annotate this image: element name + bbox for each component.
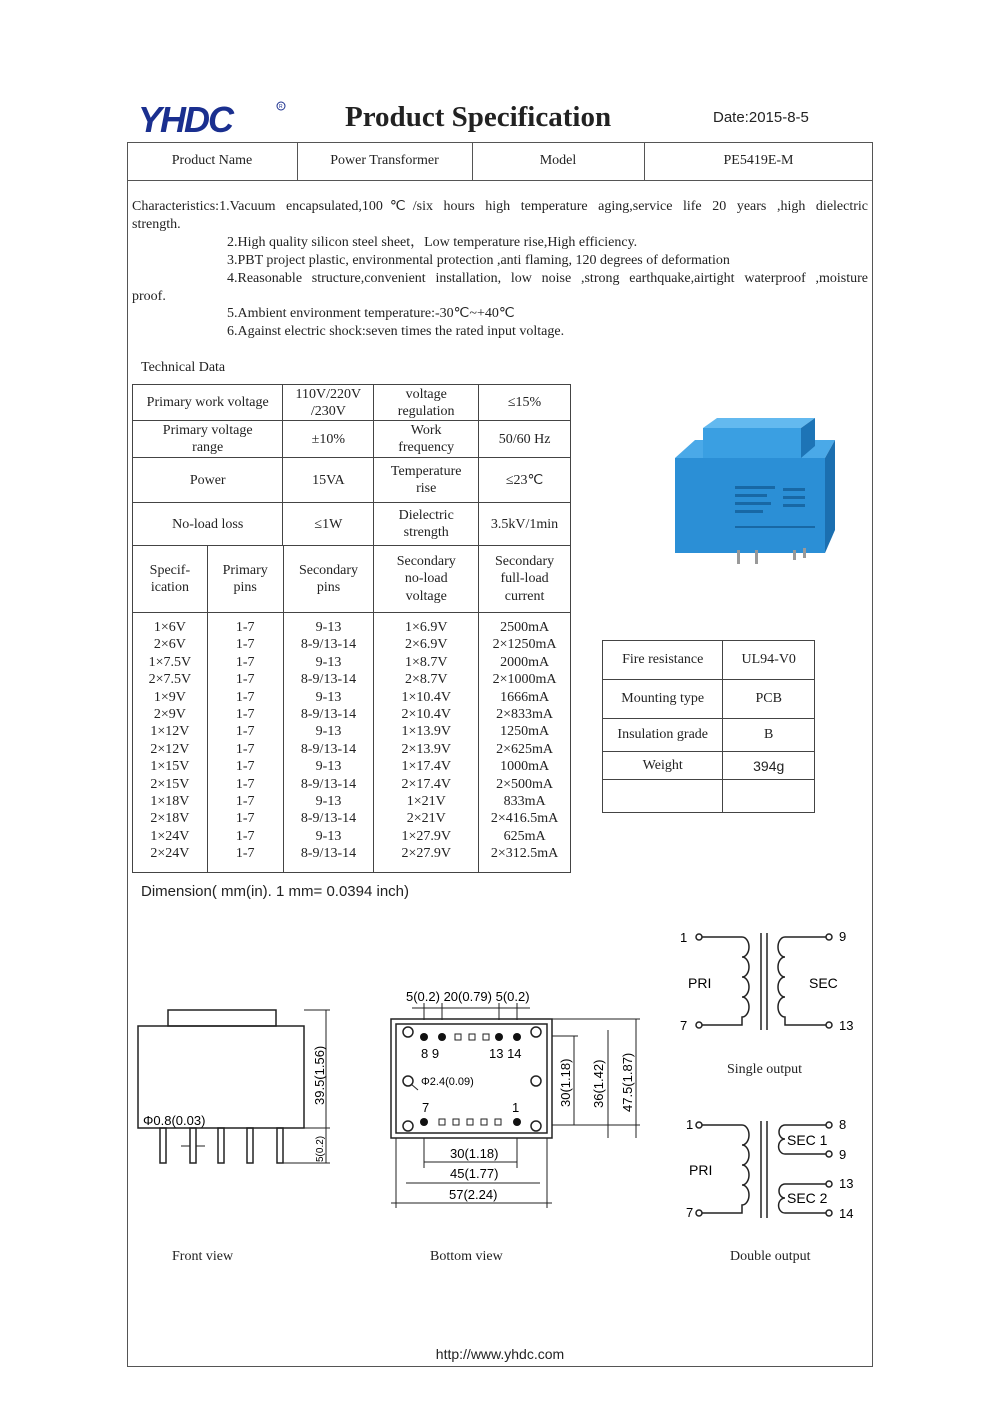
spec-header-cell: Specif- ication	[133, 546, 208, 613]
document-date: Date:2015-8-5	[713, 109, 809, 126]
spec-value: 2×10.4V	[401, 707, 452, 723]
double-sec1: SEC 1	[787, 1132, 828, 1148]
spec-value: 1×7.5V	[148, 654, 192, 670]
spec-value: 1-7	[235, 689, 255, 705]
property-name: Insulation grade	[603, 719, 723, 752]
front-height-label: 39.5(1.56)	[312, 1045, 327, 1105]
spec-value: 2×625mA	[496, 741, 554, 757]
spec-value: 1-7	[235, 724, 255, 740]
spec-header-cell: Secondary pins	[283, 546, 374, 613]
double-pin13: 13	[839, 1176, 854, 1191]
spec-header-cell: Secondary no-load voltage	[374, 546, 479, 613]
spec-value: 2×312.5mA	[490, 846, 559, 862]
spec-value: 2500mA	[500, 620, 550, 635]
spec-value: 1-7	[235, 759, 255, 775]
spec-value: 2000mA	[500, 654, 550, 670]
spec-value: 1-7	[235, 741, 255, 757]
page-title: Product Specification	[345, 101, 612, 133]
spec-value: 1-7	[235, 776, 255, 792]
spec-value: 8-9/13-14	[300, 637, 357, 653]
spec-value: 1-7	[235, 620, 255, 635]
spec-value: 1250mA	[500, 724, 550, 740]
spec-value: 2×18V	[150, 811, 190, 827]
spec-value: 2×12V	[150, 741, 190, 757]
property-value: PCB	[723, 680, 815, 719]
spec-value: 1×10.4V	[401, 689, 452, 705]
spec-value: 1-7	[235, 707, 255, 723]
technical-cell: 3.5kV/1min	[479, 503, 571, 546]
double-pin9: 9	[839, 1147, 847, 1162]
dim-36: 36(1.42)	[591, 1059, 606, 1108]
spec-value: 8-9/13-14	[300, 741, 357, 757]
spec-value: 9-13	[315, 724, 342, 740]
spec-value: 2×15V	[150, 776, 190, 792]
characteristic-6: 6.Against electric shock:seven times the rated input voltage.	[227, 324, 565, 339]
spec-value: 1-7	[235, 672, 255, 688]
technical-cell: 110V/220V /230V	[283, 385, 374, 421]
spec-value: 2×416.5mA	[490, 811, 559, 827]
bottom-pin7: 7	[422, 1100, 430, 1115]
spec-value: 8-9/13-14	[300, 846, 357, 862]
technical-cell: 50/60 Hz	[479, 421, 571, 458]
spec-value: 9-13	[315, 654, 342, 670]
bottom-top-dims: 5(0.2) 20(0.79) 5(0.2)	[406, 989, 530, 1004]
technical-cell: Primary work voltage	[133, 385, 283, 421]
spec-value: 1×6.9V	[405, 620, 448, 635]
spec-value: 1000mA	[500, 759, 550, 775]
characteristic-5: 5.Ambient environment temperature:-30℃~+40℃	[227, 306, 515, 321]
spec-value: 1×21V	[406, 794, 446, 810]
characteristic-2: 2.High quality silicon steel sheet，Low temperature rise,High efficiency.	[227, 235, 638, 250]
front-pin-label: 5(0.2)	[315, 1135, 326, 1162]
spec-value: 8-9/13-14	[300, 707, 357, 723]
property-value: 394g	[723, 752, 815, 780]
spec-value: 2×6V	[153, 637, 186, 653]
technical-cell: ≤23℃	[479, 458, 571, 503]
double-pin7: 7	[686, 1205, 694, 1220]
spec-value: 1×17.4V	[401, 759, 452, 775]
double-output-caption: Double output	[730, 1249, 811, 1264]
single-pin9: 9	[839, 929, 847, 944]
model-label: Model	[539, 153, 577, 168]
double-pin1: 1	[686, 1117, 694, 1132]
dim-30-vertical: 30(1.18)	[558, 1058, 573, 1107]
svg-text:R: R	[279, 104, 283, 110]
dim-45: 45(1.77)	[450, 1166, 499, 1181]
spec-value: 9-13	[315, 620, 342, 635]
single-pin7: 7	[680, 1018, 688, 1033]
technical-data-label: Technical Data	[141, 360, 226, 375]
bottom-view-caption: Bottom view	[430, 1249, 503, 1264]
spec-value: 9-13	[315, 689, 342, 705]
spec-value: 9-13	[315, 759, 342, 775]
spec-value: 8-9/13-14	[300, 672, 357, 688]
bottom-pins-89: 8 9	[421, 1046, 440, 1061]
characteristic-4: 4.Reasonable structure,convenient installation, low noise ,strong earthquake,airtight waterproof ,moisture	[227, 271, 868, 286]
product-name-label: Product Name	[171, 153, 253, 168]
spec-value: 2×24V	[150, 846, 190, 862]
technical-cell: ±10%	[283, 421, 374, 458]
spec-value: 1×24V	[150, 828, 190, 844]
spec-value: 2×500mA	[496, 776, 554, 792]
spec-value: 1×15V	[150, 759, 190, 775]
technical-cell: voltage regulation	[374, 385, 479, 421]
spec-value: 625mA	[503, 828, 546, 844]
spec-value: 2×21V	[406, 811, 446, 827]
bottom-pins-1314: 13 14	[489, 1046, 522, 1061]
property-name: Fire resistance	[603, 641, 723, 680]
spec-value: 2×1250mA	[492, 637, 557, 653]
spec-value: 2×6.9V	[405, 637, 448, 653]
spec-value: 8-9/13-14	[300, 811, 357, 827]
single-pri: PRI	[688, 975, 712, 991]
spec-value: 1-7	[235, 846, 255, 862]
single-pin13: 13	[839, 1018, 854, 1033]
dim-30-horizontal: 30(1.18)	[450, 1146, 499, 1161]
technical-cell: Temperature rise	[374, 458, 479, 503]
double-sec2: SEC 2	[787, 1190, 828, 1206]
characteristic-1-cont: strength.	[132, 217, 181, 232]
spec-value: 2×833mA	[496, 707, 554, 723]
characteristic-3: 3.PBT project plastic, environmental protection ,anti flaming, 120 degrees of deformation	[227, 253, 730, 268]
technical-cell: ≤1W	[283, 503, 374, 546]
model-value: PE5419E-M	[723, 153, 794, 168]
spec-value: 2×27.9V	[401, 846, 452, 862]
property-name: Weight	[603, 752, 723, 780]
property-value: UL94-V0	[723, 641, 815, 680]
single-output-caption: Single output	[727, 1062, 803, 1077]
technical-cell: ≤15%	[479, 385, 571, 421]
spec-value: 2×1000mA	[492, 672, 557, 688]
spec-value: 2×9V	[153, 707, 186, 723]
dimension-label: Dimension( mm(in). 1 mm= 0.0394 inch)	[141, 883, 410, 900]
property-name: Mounting type	[603, 680, 723, 719]
spec-value: 2×17.4V	[401, 776, 452, 792]
dim-47-5: 47.5(1.87)	[620, 1052, 635, 1112]
spec-value: 1×18V	[150, 794, 190, 810]
svg-text:YHDC: YHDC	[138, 100, 233, 138]
spec-value: 1×12V	[150, 724, 190, 740]
spec-value: 9-13	[315, 828, 342, 844]
spec-value: 9-13	[315, 794, 342, 810]
property-value: B	[723, 719, 815, 752]
single-sec: SEC	[809, 975, 838, 991]
spec-value: 833mA	[503, 794, 546, 810]
spec-value: 1-7	[235, 811, 255, 827]
spec-value: 1×8.7V	[405, 654, 448, 670]
front-view-caption: Front view	[172, 1249, 234, 1264]
front-view-drawing	[138, 1010, 330, 1163]
double-pin14: 14	[839, 1206, 854, 1221]
characteristic-4-cont: proof.	[132, 289, 166, 304]
characteristic-1: Characteristics:1.Vacuum encapsulated,100℃/six hours high temperature aging,service life 20 years ,high dielectric	[132, 199, 868, 214]
technical-cell: Power	[133, 458, 283, 503]
spec-value: 1-7	[235, 828, 255, 844]
spec-value: 1×6V	[153, 620, 186, 635]
technical-cell: Primary voltage range	[133, 421, 283, 458]
technical-cell: No-load loss	[133, 503, 283, 546]
spec-value: 1×9V	[153, 689, 186, 705]
spec-header-cell: Secondary full-load current	[479, 546, 571, 613]
spec-value: 1×13.9V	[401, 724, 452, 740]
spec-value: 8-9/13-14	[300, 776, 357, 792]
spec-value: 1666mA	[500, 689, 550, 705]
spec-value: 1-7	[235, 794, 255, 810]
double-pin8: 8	[839, 1117, 847, 1132]
spec-value: 1-7	[235, 654, 255, 670]
dim-57: 57(2.24)	[449, 1187, 498, 1202]
technical-cell: 15VA	[283, 458, 374, 503]
company-url[interactable]: http://www.yhdc.com	[435, 1346, 565, 1362]
spec-value: 1×27.9V	[401, 828, 452, 844]
product-name-value: Power Transformer	[330, 153, 439, 168]
bottom-hole-label: Φ2.4(0.09)	[421, 1076, 474, 1088]
single-pin1: 1	[680, 930, 688, 945]
front-pin-diameter: Φ0.8(0.03)	[143, 1113, 206, 1128]
double-pri: PRI	[689, 1162, 713, 1178]
spec-value: 2×13.9V	[401, 741, 452, 757]
spec-value: 1-7	[235, 637, 255, 653]
spec-header-cell: Primary pins	[207, 546, 283, 613]
technical-cell: Dielectric strength	[374, 503, 479, 546]
spec-value: 2×8.7V	[405, 672, 448, 688]
technical-cell: Work frequency	[374, 421, 479, 458]
spec-value: 2×7.5V	[148, 672, 192, 688]
bottom-pin1: 1	[512, 1100, 520, 1115]
